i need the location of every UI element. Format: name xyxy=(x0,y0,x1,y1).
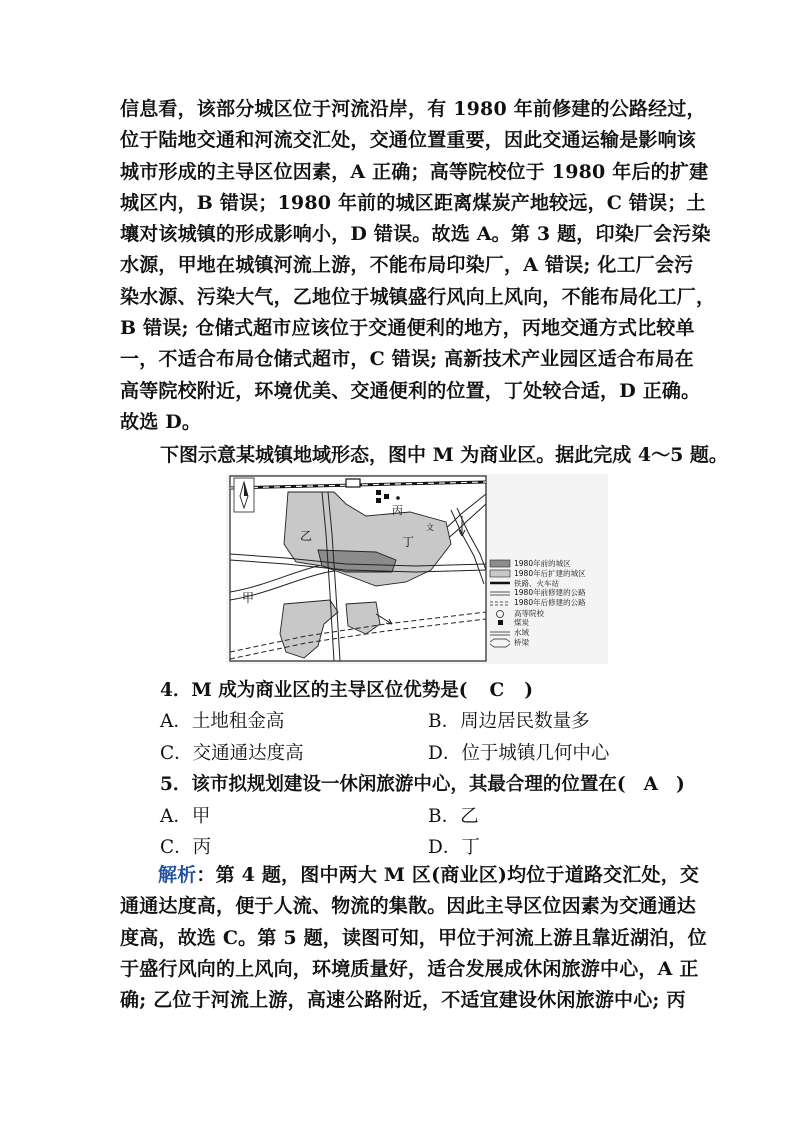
text-line: 染水源、污染大气，乙地位于城镇盛行风向上风向，不能布局化工厂， xyxy=(120,285,716,308)
option[interactable]: D．丁 xyxy=(428,837,480,858)
legend-text: 1980年后修建的公路 xyxy=(514,598,586,607)
legend-text: 1980年后扩建的城区 xyxy=(514,569,586,578)
text-line: 一，不适合布局仓储式超市，C 错误; 高新技术产业园区适合布局在 xyxy=(120,348,694,371)
text-line: 度高，故选 C。第 5 题，读图可知，甲位于河流上游且靠近湖泊，位 xyxy=(120,926,707,949)
text-line: 壤对该城镇的形成影响小，D 错误。故选 A。第 3 题，印染厂会污染 xyxy=(120,223,711,246)
town-map-figure xyxy=(226,474,608,664)
label-ding: 丁 xyxy=(402,535,415,549)
analysis-block xyxy=(120,860,707,1016)
text-line: 通通达度高，便于人流、物流的集散。因此主导区位因素为交通通达 xyxy=(120,895,697,918)
question-4 xyxy=(160,676,533,702)
coal-symbol xyxy=(376,498,381,503)
wind-rose-icon xyxy=(234,478,254,512)
option[interactable]: B．乙 xyxy=(428,806,479,827)
legend-text: 高等院校 xyxy=(514,609,544,618)
question-close: ) xyxy=(676,774,685,795)
text-line: 确; 乙位于河流上游，高速公路附近，不适宜建设休闲旅游中心; 丙 xyxy=(120,989,686,1012)
label-yi: 乙 xyxy=(300,529,313,543)
label-bing: 丙 xyxy=(392,504,403,517)
legend-text: 1980年前的城区 xyxy=(514,559,571,568)
label-jia: 甲 xyxy=(242,591,255,605)
text-line: 城区内，B 错误；1980 年前的城区距离煤炭产地较远，C 错误；土 xyxy=(120,191,706,214)
option[interactable]: A．甲 xyxy=(160,806,211,827)
question-intro: 下图示意某城镇地域形态，图中 M 为商业区。据此完成 4～5 题。 xyxy=(160,444,728,466)
option[interactable]: C．丙 xyxy=(160,837,212,858)
legend-text: 铁路、火车站 xyxy=(514,579,559,588)
legend-text: 水域 xyxy=(514,628,529,637)
text-line: B 错误; 仓储式超市应该位于交通便利的地方，丙地交通方式比较单 xyxy=(120,317,695,340)
answer-choice: C xyxy=(489,680,505,701)
analysis-label: 解析 xyxy=(158,864,197,886)
explanation-top xyxy=(120,94,716,438)
text-line: 水源，甲地在城镇河流上游，不能布局印染厂，A 错误; 化工厂会污 xyxy=(120,254,694,277)
question-stem: 4．M 成为商业区的主导区位优势是( xyxy=(160,680,468,701)
university-dot xyxy=(396,496,400,500)
answer-choice: A xyxy=(643,774,658,795)
text-line: 位于陆地交通和河流交汇处，交通位置重要，因此交通运输是影响该 xyxy=(120,129,697,152)
legend-text: 1980年前修建的公路 xyxy=(514,588,586,597)
question-5 xyxy=(160,770,685,796)
option[interactable]: B．周边居民数量多 xyxy=(428,711,590,732)
text-line: 解析：第 4 题，图中两大 M 区(商业区)均位于道路交汇处，交 xyxy=(158,864,700,886)
text-line: 故选 D。 xyxy=(120,410,202,433)
text-line: 信息看，该部分城区位于河流沿岸，有 1980 年前修建的公路经过， xyxy=(120,98,706,120)
coal-symbol xyxy=(384,494,389,499)
option[interactable]: A．土地租金高 xyxy=(160,711,285,732)
label-wen: 文 xyxy=(426,523,434,532)
question-stem: 5．该市拟规划建设一休闲旅游中心，其最合理的位置在( xyxy=(160,774,626,795)
text-line: 高等院校附近，环境优美、交通便利的位置，丁处较合适，D 正确。 xyxy=(120,379,701,402)
train-station xyxy=(346,479,360,487)
coal-symbol xyxy=(376,490,381,495)
option[interactable]: D．位于城镇几何中心 xyxy=(428,743,610,764)
legend-text: 煤炭 xyxy=(514,618,529,627)
option[interactable]: C．交通通达度高 xyxy=(160,743,304,764)
question-close: ) xyxy=(524,680,534,701)
legend-text: 桥梁 xyxy=(514,638,529,647)
text-line: 城市形成的主导区位因素，A 正确；高等院校位于 1980 年后的扩建 xyxy=(120,160,709,183)
text-line: 于盛行风向的上风向，环境质量好，适合发展成休闲旅游中心，A 正 xyxy=(120,957,699,980)
